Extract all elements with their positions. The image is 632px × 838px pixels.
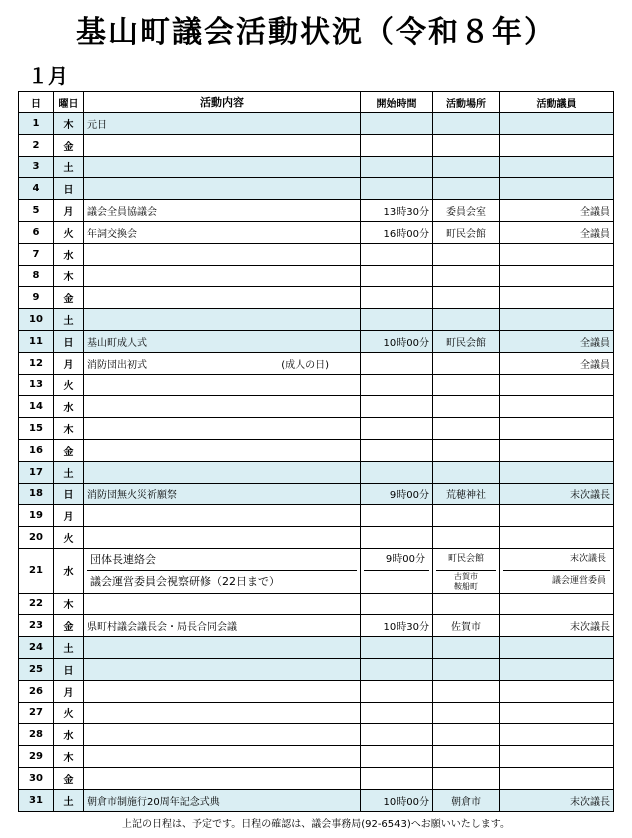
members-cell (500, 418, 614, 440)
activity-cell (84, 330, 361, 352)
place-cell (433, 265, 500, 287)
start-time-cell (361, 418, 433, 440)
weekday-cell: 水 (54, 243, 84, 265)
start-time-cell (361, 134, 433, 156)
table-row (19, 287, 614, 309)
weekday-cell: 木 (54, 265, 84, 287)
day-cell: 26 (19, 680, 54, 702)
start-time-cell (361, 265, 433, 287)
place-cell (433, 178, 500, 200)
start-time-cell (361, 113, 433, 135)
table-row (19, 702, 614, 724)
start-time-text: 9時00分 (364, 549, 429, 571)
activity-text: 基山町成人式 (87, 337, 147, 349)
start-time-cell (361, 396, 433, 418)
day-cell: 31 (19, 789, 54, 811)
activity-cell (84, 724, 361, 746)
place-text (436, 571, 496, 593)
activity-cell (84, 309, 361, 331)
activity-cell (84, 221, 361, 243)
place-cell (433, 767, 500, 789)
place-text: 町民会館 (436, 549, 496, 571)
day-cell: 20 (19, 527, 54, 549)
day-cell: 4 (19, 178, 54, 200)
day-cell: 15 (19, 418, 54, 440)
activity-cell (84, 134, 361, 156)
activity-cell (84, 505, 361, 527)
weekday-cell: 土 (54, 637, 84, 659)
place-cell (433, 637, 500, 659)
members-cell: 全議員 (500, 330, 614, 352)
activity-cell (84, 352, 361, 374)
members-cell (500, 527, 614, 549)
activity-cell (84, 113, 361, 135)
activity-cell (84, 374, 361, 396)
weekday-cell: 日 (54, 483, 84, 505)
schedule-body (19, 113, 614, 812)
day-cell: 22 (19, 593, 54, 615)
start-time-cell (361, 461, 433, 483)
table-row (19, 483, 614, 505)
place-cell (433, 593, 500, 615)
place-cell (433, 374, 500, 396)
day-cell: 10 (19, 309, 54, 331)
activity-text: 議会運営委員会視察研修（22日まで） (90, 574, 280, 588)
table-row (19, 200, 614, 222)
members-cell: 全議員 (500, 200, 614, 222)
page-title: 基山町議会活動状況（令和８年） (76, 15, 556, 50)
weekday-cell: 水 (54, 396, 84, 418)
weekday-cell: 金 (54, 615, 84, 637)
weekday-cell: 土 (54, 789, 84, 811)
activity-cell (84, 789, 361, 811)
place-cell (433, 658, 500, 680)
day-cell: 7 (19, 243, 54, 265)
start-time-cell (361, 178, 433, 200)
activity-cell (84, 178, 361, 200)
footer-note: 上記の日程は、予定です。日程の確認は、議会事務局(92-6543)へお願いいたします。 (122, 819, 510, 830)
activity-text: 年詞交換会 (87, 228, 137, 240)
place-line: 古賀市 (454, 571, 478, 581)
table-row (19, 767, 614, 789)
day-cell: 21 (19, 548, 54, 593)
activity-cell (84, 200, 361, 222)
activity-cell (84, 439, 361, 461)
place-cell (433, 461, 500, 483)
weekday-cell: 月 (54, 680, 84, 702)
weekday-cell: 木 (54, 593, 84, 615)
activity-cell (84, 702, 361, 724)
place-cell (433, 396, 500, 418)
header-place: 活動場所 (433, 92, 500, 113)
activity-text: 議会全員協議会 (87, 207, 157, 219)
start-time-cell (361, 505, 433, 527)
table-row (19, 113, 614, 135)
day-cell: 23 (19, 615, 54, 637)
weekday-cell: 土 (54, 309, 84, 331)
activity-text: 消防団出初式 (87, 359, 147, 371)
weekday-cell: 金 (54, 134, 84, 156)
members-cell (500, 178, 614, 200)
header-members: 活動議員 (500, 92, 614, 113)
place-cell (433, 746, 500, 768)
day-cell: 1 (19, 113, 54, 135)
members-cell (500, 439, 614, 461)
day-cell: 17 (19, 461, 54, 483)
header-day: 日 (19, 92, 54, 113)
place-cell: 町民会館 (433, 330, 500, 352)
weekday-cell: 金 (54, 439, 84, 461)
table-row (19, 615, 614, 637)
place-cell: 朝倉市 (433, 789, 500, 811)
activity-text: 県町村議会議長会・局長合同会議 (87, 622, 237, 634)
weekday-cell: 金 (54, 287, 84, 309)
place-cell (433, 548, 500, 593)
activity-cell (84, 680, 361, 702)
members-cell (500, 287, 614, 309)
start-time-cell (361, 593, 433, 615)
activity-text: 元日 (87, 119, 107, 131)
day-cell: 18 (19, 483, 54, 505)
place-cell: 町民会館 (433, 221, 500, 243)
table-row (19, 593, 614, 615)
start-time-cell (361, 767, 433, 789)
activity-cell (84, 615, 361, 637)
day-cell: 2 (19, 134, 54, 156)
start-time-cell (361, 637, 433, 659)
members-cell (500, 658, 614, 680)
activity-text: 消防団無火災祈願祭 (87, 490, 177, 502)
place-cell (433, 418, 500, 440)
day-cell: 5 (19, 200, 54, 222)
activity-text: 朝倉市制施行20周年記念式典 (87, 796, 220, 808)
day-cell: 29 (19, 746, 54, 768)
schedule-table (18, 91, 614, 812)
activity-cell (84, 156, 361, 178)
table-row (19, 374, 614, 396)
header-content: 活動内容 (84, 92, 361, 113)
members-cell (500, 461, 614, 483)
place-cell (433, 724, 500, 746)
weekday-cell: 金 (54, 767, 84, 789)
table-row (19, 505, 614, 527)
members-cell (500, 767, 614, 789)
table-row (19, 221, 614, 243)
day-cell: 24 (19, 637, 54, 659)
table-row (19, 548, 614, 593)
members-cell (500, 265, 614, 287)
place-cell (433, 352, 500, 374)
activity-cell (84, 658, 361, 680)
members-cell (500, 113, 614, 135)
table-row (19, 265, 614, 287)
activity-cell (84, 461, 361, 483)
start-time-cell (361, 527, 433, 549)
start-time-cell (361, 746, 433, 768)
activity-cell (84, 593, 361, 615)
start-time-cell: 10時00分 (361, 330, 433, 352)
weekday-cell: 水 (54, 548, 84, 593)
day-cell: 9 (19, 287, 54, 309)
month-label: １月 (28, 64, 68, 88)
table-row (19, 156, 614, 178)
table-row (19, 352, 614, 374)
weekday-cell: 日 (54, 330, 84, 352)
table-row (19, 309, 614, 331)
place-cell: 委員会室 (433, 200, 500, 222)
table-header-row (19, 92, 614, 113)
weekday-cell: 木 (54, 113, 84, 135)
weekday-cell: 火 (54, 374, 84, 396)
table-row (19, 243, 614, 265)
table-row (19, 396, 614, 418)
activity-cell (84, 265, 361, 287)
start-time-cell (361, 243, 433, 265)
members-cell: 全議員 (500, 221, 614, 243)
members-cell (500, 746, 614, 768)
start-time-cell (361, 156, 433, 178)
weekday-cell: 日 (54, 658, 84, 680)
place-line: 鞍船町 (454, 581, 478, 591)
activity-cell (84, 287, 361, 309)
place-cell: 佐賀市 (433, 615, 500, 637)
table-row (19, 330, 614, 352)
members-cell (500, 396, 614, 418)
table-row (19, 658, 614, 680)
weekday-cell: 日 (54, 178, 84, 200)
activity-text: 団体長連絡会 (87, 549, 357, 571)
table-row (19, 527, 614, 549)
activity-note: (成人の日) (281, 359, 329, 371)
weekday-cell: 火 (54, 221, 84, 243)
start-time-cell: 9時00分 (361, 483, 433, 505)
members-cell (500, 134, 614, 156)
activity-cell (84, 767, 361, 789)
start-time-text (364, 571, 429, 593)
start-time-cell (361, 309, 433, 331)
place-cell (433, 243, 500, 265)
table-row (19, 439, 614, 461)
start-time-cell (361, 548, 433, 593)
weekday-cell: 水 (54, 724, 84, 746)
day-cell: 11 (19, 330, 54, 352)
table-row (19, 461, 614, 483)
table-row (19, 178, 614, 200)
day-cell: 3 (19, 156, 54, 178)
members-cell (500, 680, 614, 702)
members-cell (500, 724, 614, 746)
place-cell (433, 505, 500, 527)
table-row (19, 680, 614, 702)
members-cell (500, 593, 614, 615)
activity-cell (84, 418, 361, 440)
place-cell (433, 156, 500, 178)
day-cell: 27 (19, 702, 54, 724)
members-cell (500, 505, 614, 527)
weekday-cell: 月 (54, 505, 84, 527)
table-row (19, 418, 614, 440)
day-cell: 14 (19, 396, 54, 418)
start-time-cell (361, 680, 433, 702)
day-cell: 30 (19, 767, 54, 789)
start-time-cell (361, 287, 433, 309)
weekday-cell: 火 (54, 702, 84, 724)
start-time-cell: 16時00分 (361, 221, 433, 243)
start-time-cell (361, 352, 433, 374)
members-cell (500, 702, 614, 724)
start-time-cell (361, 724, 433, 746)
day-cell: 8 (19, 265, 54, 287)
members-cell (500, 309, 614, 331)
weekday-cell: 月 (54, 200, 84, 222)
day-cell: 16 (19, 439, 54, 461)
activity-cell (84, 527, 361, 549)
place-cell (433, 702, 500, 724)
weekday-cell: 土 (54, 461, 84, 483)
table-row (19, 134, 614, 156)
place-cell (433, 287, 500, 309)
activity-cell (84, 396, 361, 418)
members-cell: 全議員 (500, 352, 614, 374)
place-cell (433, 134, 500, 156)
members-cell (500, 548, 614, 593)
day-cell: 25 (19, 658, 54, 680)
activity-cell (84, 483, 361, 505)
members-text: 末次議長 (503, 549, 610, 571)
members-cell (500, 156, 614, 178)
place-cell (433, 439, 500, 461)
activity-cell (84, 243, 361, 265)
start-time-cell (361, 702, 433, 724)
members-cell (500, 374, 614, 396)
table-row (19, 746, 614, 768)
table-row (19, 789, 614, 811)
members-cell: 末次議長 (500, 615, 614, 637)
table-row (19, 724, 614, 746)
members-text: 議会運営委員 (551, 575, 606, 586)
day-cell: 12 (19, 352, 54, 374)
place-cell (433, 113, 500, 135)
members-cell (500, 243, 614, 265)
place-cell (433, 680, 500, 702)
day-cell: 13 (19, 374, 54, 396)
day-cell: 28 (19, 724, 54, 746)
place-cell: 荒穂神社 (433, 483, 500, 505)
day-cell: 19 (19, 505, 54, 527)
members-cell: 末次議長 (500, 483, 614, 505)
start-time-cell: 10時00分 (361, 789, 433, 811)
header-weekday: 曜日 (54, 92, 84, 113)
weekday-cell: 土 (54, 156, 84, 178)
place-cell (433, 309, 500, 331)
members-cell: 末次議長 (500, 789, 614, 811)
start-time-cell: 13時30分 (361, 200, 433, 222)
activity-cell (84, 637, 361, 659)
weekday-cell: 木 (54, 746, 84, 768)
start-time-cell: 10時30分 (361, 615, 433, 637)
activity-cell (84, 746, 361, 768)
day-cell: 6 (19, 221, 54, 243)
place-cell (433, 527, 500, 549)
start-time-cell (361, 374, 433, 396)
header-start-time: 開始時間 (361, 92, 433, 113)
weekday-cell: 木 (54, 418, 84, 440)
start-time-cell (361, 658, 433, 680)
weekday-cell: 火 (54, 527, 84, 549)
table-row (19, 637, 614, 659)
weekday-cell: 月 (54, 352, 84, 374)
start-time-cell (361, 439, 433, 461)
members-cell (500, 637, 614, 659)
activity-cell (84, 548, 361, 593)
